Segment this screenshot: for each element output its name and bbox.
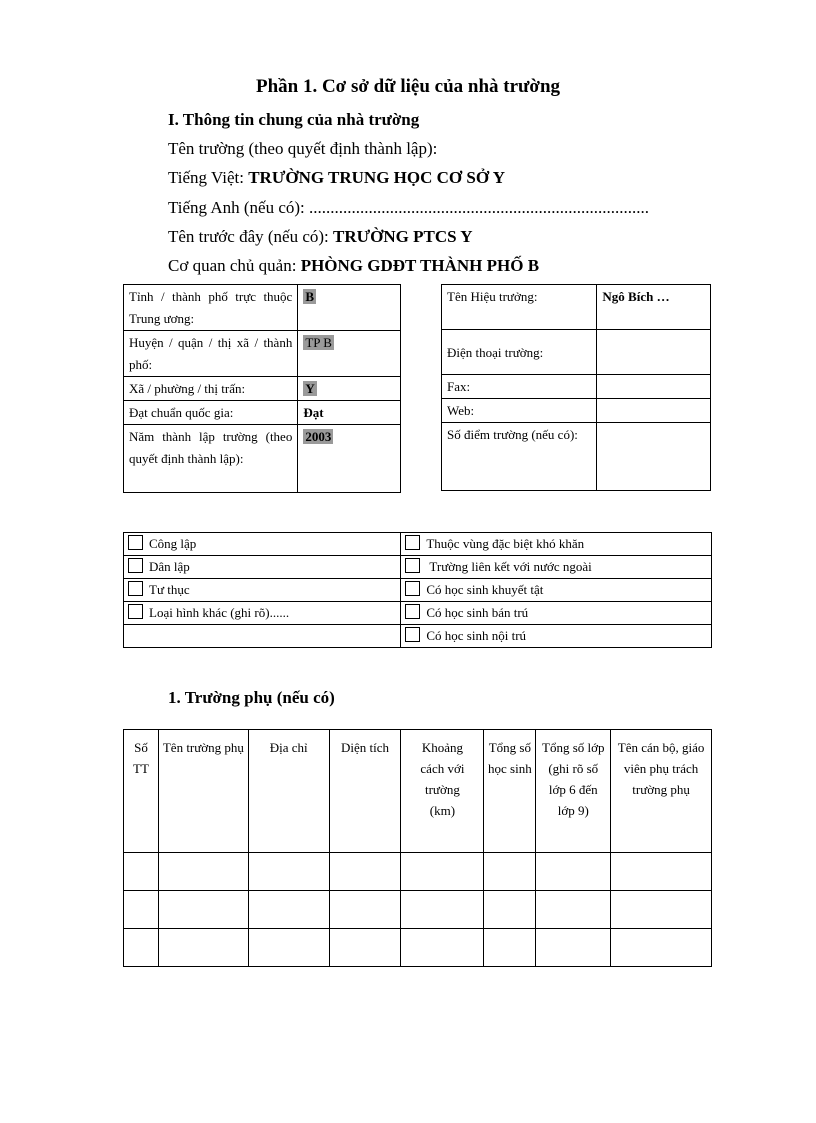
web-value: [597, 399, 711, 423]
vietnamese-name-line: [168, 168, 505, 188]
cell: [329, 891, 401, 929]
province-value: B: [305, 289, 314, 304]
cell: [158, 853, 248, 891]
governing-agency-label: Cơ quan chủ quản:: [168, 256, 301, 275]
type-cell-semi-boarding: [401, 602, 712, 625]
cell: [536, 853, 611, 891]
semi-boarding-checkbox[interactable]: [405, 604, 420, 619]
table-row: [442, 285, 711, 330]
header-student-total: Tổng số học sinh: [484, 730, 536, 853]
fax-value: [597, 375, 711, 399]
table-row: [124, 853, 712, 891]
commune-value: Y: [305, 381, 315, 396]
cell: [248, 853, 329, 891]
public-label: Công lập: [149, 536, 197, 551]
cell: [124, 891, 159, 929]
table-row: [124, 579, 712, 602]
table-row: [442, 423, 711, 491]
cell: [248, 891, 329, 929]
founding-year-value-cell: [298, 425, 401, 493]
table-header-row: [124, 730, 712, 853]
table-row: [124, 285, 401, 331]
governing-agency-value: PHÒNG GDĐT THÀNH PHỐ B: [300, 256, 540, 275]
contact-info-table: [441, 284, 711, 491]
semi-boarding-label: Có học sinh bán trú: [426, 605, 529, 620]
cell: [329, 929, 401, 967]
cell: [536, 929, 611, 967]
province-value-cell: [298, 285, 401, 331]
cell: [484, 929, 536, 967]
boarding-checkbox[interactable]: [405, 627, 420, 642]
campus-count-value: [597, 423, 711, 491]
principal-value: Ngô Bích …: [597, 285, 711, 330]
table-row: [124, 533, 712, 556]
header-class-total: Tổng số lớp (ghi rõ số lớp 6 đến lớp 9): [536, 730, 611, 853]
foreign-link-label: Trường liên kết với nước ngoài: [426, 559, 592, 574]
type-cell-foreign-link: [401, 556, 712, 579]
header-area: Diện tích: [329, 730, 401, 853]
private-label: Tư thục: [149, 582, 190, 597]
english-name-line: Tiếng Anh (nếu có): ................................................................................: [168, 198, 650, 217]
type-cell-public: [124, 533, 401, 556]
boarding-label: Có học sinh nội trú: [426, 628, 527, 643]
commune-label: Xã / phường / thị trấn:: [124, 377, 298, 401]
cell: [611, 929, 712, 967]
sub-campus-table: [123, 729, 712, 967]
district-value: TP B: [305, 335, 332, 350]
campus-count-label: Số điểm trường (nếu có):: [442, 423, 597, 491]
vietnamese-name-label: Tiếng Việt:: [168, 168, 249, 187]
disabled-students-label: Có học sinh khuyết tật: [426, 582, 544, 597]
table-row: [124, 401, 401, 425]
cell: [611, 853, 712, 891]
people-founded-label: Dân lập: [149, 559, 190, 574]
table-row: [124, 377, 401, 401]
page-title: Phần 1. Cơ sở dữ liệu của nhà trường: [255, 76, 561, 97]
section-heading-sub-campus: 1. Trường phụ (nếu có): [168, 688, 335, 707]
fax-label: Fax:: [442, 375, 597, 399]
cell: [329, 853, 401, 891]
cell: [124, 853, 159, 891]
cell: [536, 891, 611, 929]
phone-label: Điện thoại trường:: [442, 330, 597, 375]
header-staff-in-charge: Tên cán bộ, giáo viên phụ trách trường phụ: [611, 730, 712, 853]
cell: [158, 929, 248, 967]
district-value-cell: [298, 331, 401, 377]
table-row: [124, 556, 712, 579]
table-row: [124, 331, 401, 377]
table-row: [124, 929, 712, 967]
type-cell-empty: [124, 625, 401, 648]
school-type-table: [123, 532, 712, 648]
cell: [124, 929, 159, 967]
other-type-checkbox[interactable]: [128, 604, 143, 619]
previous-name-line: [168, 227, 472, 247]
province-label: Tỉnh / thành phố trực thuộc Trung ương:: [124, 285, 298, 331]
type-cell-people-founded: [124, 556, 401, 579]
header-serial: Số TT: [124, 730, 159, 853]
hardship-area-label: Thuộc vùng đặc biệt khó khăn: [426, 536, 585, 551]
section-heading-general-info: I. Thông tin chung của nhà trường: [168, 110, 420, 129]
table-row: [442, 330, 711, 375]
principal-label: Tên Hiệu trưởng:: [442, 285, 597, 330]
vietnamese-name-value: TRƯỜNG TRUNG HỌC CƠ SỞ Y: [248, 168, 505, 187]
location-info-table: [123, 284, 401, 493]
table-row: [442, 375, 711, 399]
national-standard-value: Đạt: [298, 401, 401, 425]
governing-agency-line: [168, 256, 539, 276]
phone-value: [597, 330, 711, 375]
people-founded-checkbox[interactable]: [128, 558, 143, 573]
table-row: [124, 625, 712, 648]
type-cell-private: [124, 579, 401, 602]
previous-name-value: TRƯỜNG PTCS Y: [333, 227, 473, 246]
founding-year-label: Năm thành lập trường (theo quyết định thành lập):: [124, 425, 298, 493]
type-cell-disabled-students: [401, 579, 712, 602]
cell: [484, 853, 536, 891]
table-row: [124, 891, 712, 929]
table-row: [124, 602, 712, 625]
cell: [158, 891, 248, 929]
cell: [611, 891, 712, 929]
cell: [484, 891, 536, 929]
national-standard-label: Đạt chuẩn quốc gia:: [124, 401, 298, 425]
hardship-area-checkbox[interactable]: [405, 535, 420, 550]
cell: [248, 929, 329, 967]
disabled-students-checkbox[interactable]: [405, 581, 420, 596]
table-row: [124, 425, 401, 493]
district-label: Huyện / quận / thị xã / thành phố:: [124, 331, 298, 377]
table-row: [442, 399, 711, 423]
public-checkbox[interactable]: [128, 535, 143, 550]
other-type-label: Loại hình khác (ghi rõ)......: [149, 605, 290, 620]
header-sub-school-name: Tên trường phụ: [158, 730, 248, 853]
header-address: Địa chỉ: [248, 730, 329, 853]
type-cell-boarding: [401, 625, 712, 648]
school-name-label: Tên trường (theo quyết định thành lập):: [168, 139, 438, 158]
header-distance: Khoảng cách với trường (km): [401, 730, 484, 853]
cell: [401, 891, 484, 929]
type-cell-hardship: [401, 533, 712, 556]
web-label: Web:: [442, 399, 597, 423]
private-checkbox[interactable]: [128, 581, 143, 596]
cell: [401, 929, 484, 967]
founding-year-value: 2003: [305, 429, 332, 444]
cell: [401, 853, 484, 891]
foreign-link-checkbox[interactable]: [405, 558, 420, 573]
commune-value-cell: [298, 377, 401, 401]
type-cell-other: [124, 602, 401, 625]
previous-name-label: Tên trước đây (nếu có):: [168, 227, 333, 246]
